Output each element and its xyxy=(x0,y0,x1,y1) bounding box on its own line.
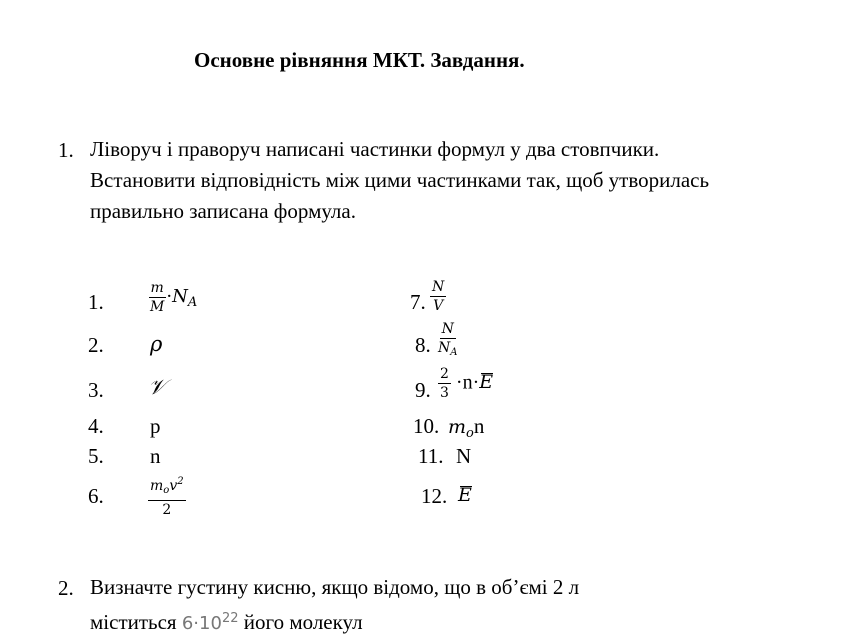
left-item-expr-1: $\frac{m}{M}$ $\cdot N_A$ xyxy=(150,280,198,315)
right-item-label-8: 8. xyxy=(415,333,431,357)
right-item-expr-8: $\frac{N}{N_A}$ xyxy=(438,321,458,358)
left-item-label-6: 6. xyxy=(88,484,104,508)
left-item-label-5: 5. xyxy=(88,444,104,468)
task-2-line-2-after: його молекул xyxy=(243,610,363,634)
left-item-expr-5: n xyxy=(150,444,161,468)
task-2-line-2 xyxy=(90,603,579,639)
left-item-label-2: 2. xyxy=(88,333,104,357)
right-item-expr-12: E xyxy=(458,484,472,506)
right-item-expr-9: $\frac{2}{3}$ ·n·E xyxy=(440,366,494,401)
page-title: Основне рівняння МКТ. Завдання. xyxy=(194,48,525,72)
right-item-expr-11: N xyxy=(456,444,472,468)
right-item-label-12: 12. xyxy=(421,484,448,508)
task-2-number: 2. xyxy=(58,576,74,600)
left-item-label-1: 1. xyxy=(88,290,104,314)
left-item-label-3: 3. xyxy=(88,378,104,402)
task-2-text xyxy=(90,572,579,639)
left-item-label-4: 4. xyxy=(88,414,104,438)
left-item-expr-4: p xyxy=(150,414,161,438)
right-item-label-11: 11. xyxy=(418,444,444,468)
task-1-line-1: Ліворуч і праворуч написані частинки формул у два стовпчики. xyxy=(90,137,660,161)
right-item-label-10: 10. xyxy=(413,414,440,438)
task-2-value: $6\cdot 10^{22}$ xyxy=(181,611,239,634)
left-item-expr-3: 𝒱 xyxy=(148,375,166,399)
left-item-expr-2: ρ xyxy=(150,332,163,356)
task-1-line-2: Встановити відповідність між цими частинками так, щоб утворилась xyxy=(90,168,710,192)
task-1-number: 1. xyxy=(58,138,74,162)
right-item-expr-10: $m_on$ xyxy=(448,414,485,441)
task-2-line-1: Визначте густину кисню, якщо відомо, що в об’ємі 2 л xyxy=(90,575,580,599)
left-item-expr-6: $\frac{m_ov^2}{2}$ xyxy=(150,476,184,518)
right-item-label-7: 7. xyxy=(410,290,426,314)
right-item-expr-7: $\frac{N}{V}$ xyxy=(432,279,445,314)
task-1-text xyxy=(90,134,709,227)
task-1-line-3: правильно записана формула. xyxy=(90,199,356,223)
task-2-line-2-before: міститься xyxy=(90,610,177,634)
right-item-label-9: 9. xyxy=(415,378,431,402)
